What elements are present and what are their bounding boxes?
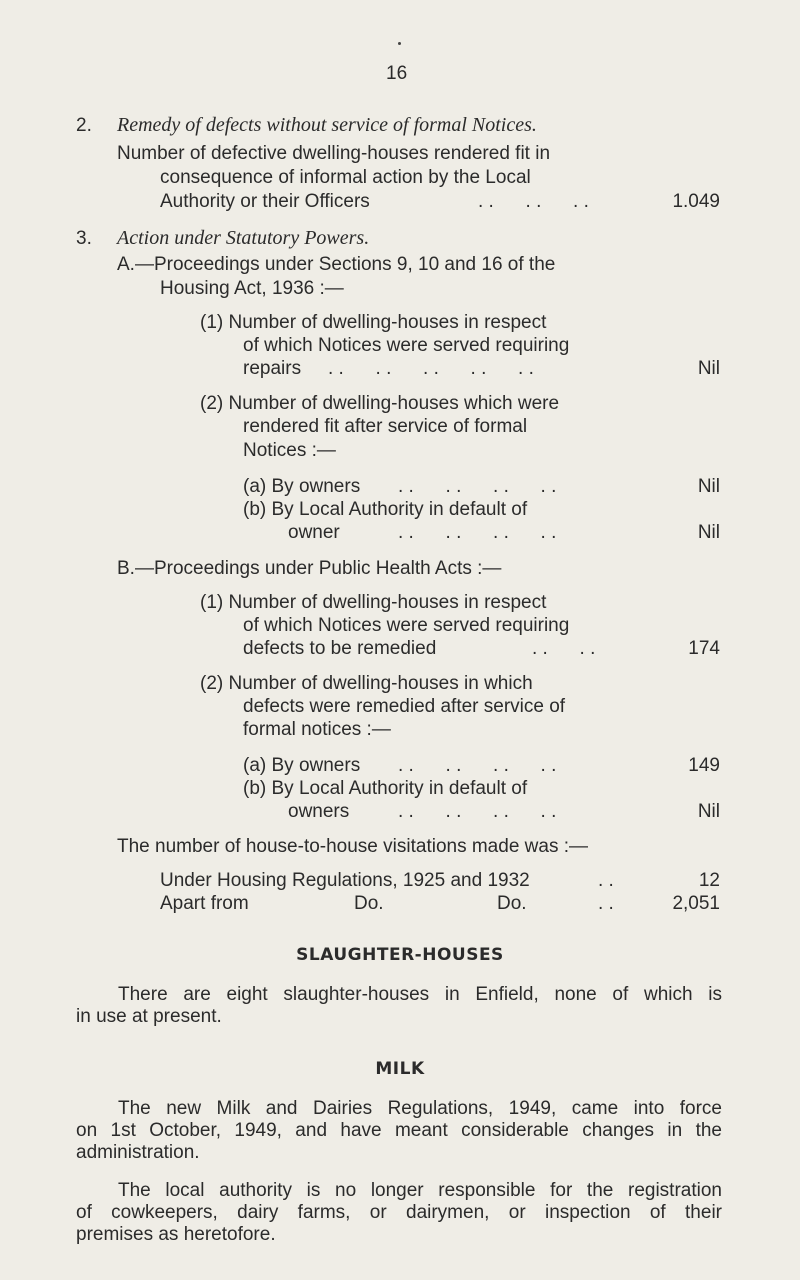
a1-line3: repairs bbox=[243, 358, 302, 379]
milk-p2-line1: The local authority is no longer responsible for the registration bbox=[118, 1180, 722, 1201]
milk-paragraph-2 bbox=[76, 1180, 722, 1246]
b2-line3: formal notices :— bbox=[243, 719, 391, 740]
a2-line2: rendered fit after service of formal bbox=[243, 416, 528, 437]
a2-line1: (2) Number of dwelling-houses which were bbox=[200, 393, 560, 414]
b2b-value: Nil bbox=[697, 801, 720, 822]
a2b-value: Nil bbox=[697, 522, 720, 543]
page-number: 16 bbox=[386, 63, 408, 84]
slaughter-line2: in use at present. bbox=[76, 1006, 222, 1027]
a2-line3: Notices :— bbox=[243, 440, 336, 461]
visitations-row1-value: 12 bbox=[698, 870, 720, 891]
a1-line1: (1) Number of dwelling-houses in respect bbox=[200, 312, 547, 333]
item-2-leader-dots: . . . . . . bbox=[478, 191, 589, 212]
b2b-line1: (b) By Local Authority in default of bbox=[243, 778, 528, 799]
visitations-row2-label-b: Do. bbox=[354, 893, 384, 914]
visitations-row2-label-a: Apart from bbox=[160, 893, 249, 914]
a2a-leader-dots: . . . . . . . . bbox=[398, 476, 557, 497]
a1-line2: of which Notices were served requiring bbox=[243, 335, 570, 356]
a2b-line2: owner bbox=[288, 522, 340, 543]
a1-value: Nil bbox=[697, 358, 720, 379]
visitations-row2-value: 2,051 bbox=[672, 893, 720, 914]
b2a-label: (a) By owners bbox=[243, 755, 361, 776]
visitations-row2-leader-dots: . . bbox=[598, 893, 614, 914]
b2a-value: 149 bbox=[688, 755, 720, 776]
milk-p1-line3: administration. bbox=[76, 1142, 200, 1163]
b1-leader-dots: . . . . bbox=[532, 638, 596, 659]
b1-line1: (1) Number of dwelling-houses in respect bbox=[200, 592, 547, 613]
item-2-title: Remedy of defects without service of formal Notices. bbox=[117, 114, 537, 136]
item-2-number: 2. bbox=[76, 115, 92, 136]
a2a-label: (a) By owners bbox=[243, 476, 361, 497]
milk-p2-line2: of cowkeepers, dairy farms, or dairymen, or inspection of their bbox=[76, 1202, 722, 1223]
print-speck bbox=[398, 42, 401, 45]
slaughter-houses-paragraph bbox=[76, 984, 722, 1028]
milk-paragraph-1 bbox=[76, 1098, 722, 1164]
milk-heading: MILK bbox=[375, 1059, 425, 1079]
slaughter-houses-heading: SLAUGHTER-HOUSES bbox=[296, 945, 504, 965]
item-2-line2: consequence of informal action by the Local bbox=[160, 167, 531, 188]
visitations-row1-leader-dots: . . bbox=[598, 870, 614, 891]
b1-value: 174 bbox=[688, 638, 720, 659]
b1-line2: of which Notices were served requiring bbox=[243, 615, 570, 636]
item-2-line3: Authority or their Officers bbox=[160, 191, 370, 212]
b1-line3: defects to be remedied bbox=[243, 638, 437, 659]
milk-p1-line1: The new Milk and Dairies Regulations, 1949, came into force bbox=[118, 1098, 722, 1119]
milk-p1-line2: on 1st October, 1949, and have meant considerable changes in the bbox=[76, 1120, 722, 1141]
b2b-leader-dots: . . . . . . . . bbox=[398, 801, 557, 822]
visitations-intro: The number of house-to-house visitations made was :— bbox=[117, 836, 589, 857]
item-2-line1: Number of defective dwelling-houses rendered fit in bbox=[117, 143, 551, 164]
b2a-leader-dots: . . . . . . . . bbox=[398, 755, 557, 776]
b2-line2: defects were remedied after service of bbox=[243, 696, 566, 717]
visitations-row2-label-c: Do. bbox=[497, 893, 527, 914]
a2b-line1: (b) By Local Authority in default of bbox=[243, 499, 528, 520]
section-b-line1: B.—Proceedings under Public Health Acts :— bbox=[117, 558, 502, 579]
b2b-line2: owners bbox=[288, 801, 350, 822]
milk-p2-line3: premises as heretofore. bbox=[76, 1224, 276, 1245]
slaughter-line1: There are eight slaughter-houses in Enfield, none of which is bbox=[118, 984, 722, 1005]
item-3-number: 3. bbox=[76, 228, 92, 249]
a1-leader-dots: . . . . . . . . . . bbox=[328, 358, 534, 379]
item-3-title: Action under Statutory Powers. bbox=[117, 227, 370, 249]
section-a-line2: Housing Act, 1936 :— bbox=[160, 278, 344, 299]
section-a-line1: A.—Proceedings under Sections 9, 10 and 16 of the bbox=[117, 254, 556, 275]
a2b-leader-dots: . . . . . . . . bbox=[398, 522, 557, 543]
b2-line1: (2) Number of dwelling-houses in which bbox=[200, 673, 533, 694]
visitations-row1-label: Under Housing Regulations, 1925 and 1932 bbox=[160, 870, 530, 891]
a2a-value: Nil bbox=[697, 476, 720, 497]
item-2-value: 1.049 bbox=[672, 191, 720, 212]
